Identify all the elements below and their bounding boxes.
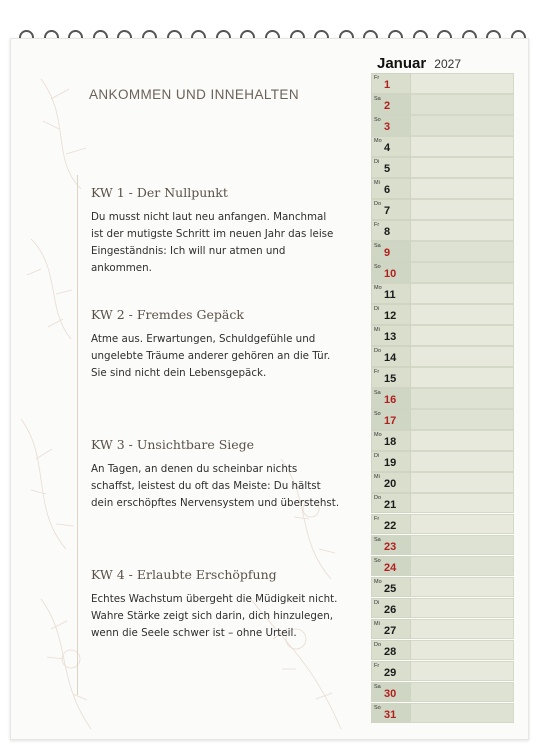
day-number: 6: [384, 183, 391, 196]
day-cell: [371, 430, 411, 451]
day-row: [371, 535, 514, 556]
note-field: [411, 136, 514, 157]
week-text: An Tagen, an denen du scheinbar nichts schaffst, leistest du oft das Meiste: Du hältst dein erschöpftes Nervensystem und überstehst.: [91, 463, 340, 509]
day-row: [371, 493, 514, 514]
day-row: [371, 472, 514, 493]
day-number: 9: [384, 246, 391, 259]
day-row: [371, 115, 514, 136]
day-row: [371, 346, 514, 367]
weekday-abbr: Sa: [374, 95, 381, 102]
day-cell: [371, 388, 411, 409]
calendar-page: [10, 38, 529, 740]
day-number: 23: [384, 540, 397, 553]
day-list: [371, 73, 514, 723]
weekday-abbr: Fr: [374, 221, 380, 228]
day-number: 19: [384, 456, 397, 469]
day-row: [371, 73, 514, 94]
day-row: [371, 94, 514, 115]
day-row: [371, 241, 514, 262]
day-cell: [371, 94, 411, 115]
weekday-abbr: Do: [374, 347, 382, 354]
note-field: [411, 556, 514, 577]
weekday-abbr: Do: [374, 641, 382, 648]
day-number: 21: [384, 498, 397, 511]
day-number: 2: [384, 99, 391, 112]
weekday-abbr: Sa: [374, 683, 381, 690]
note-field: [411, 682, 514, 703]
week-title: KW 4 - Erlaubte Erschöpfung: [91, 567, 277, 582]
note-field: [411, 115, 514, 136]
weekday-abbr: Di: [374, 452, 380, 459]
week-text: Du musst nicht laut neu anfangen. Manchmal ist der mutigste Schritt im neuen Jahr das leise Eingeständnis: Ich will nur atmen und ankommen.: [91, 211, 334, 274]
day-row: [371, 283, 514, 304]
day-row: [371, 262, 514, 283]
weekday-abbr: Sa: [374, 389, 381, 396]
day-row: [371, 157, 514, 178]
day-cell: [371, 325, 411, 346]
note-field: [411, 577, 514, 598]
day-row: [371, 199, 514, 220]
note-field: [411, 514, 514, 535]
day-row: [371, 703, 514, 724]
weekday-abbr: Fr: [374, 368, 380, 375]
day-number: 26: [384, 603, 397, 616]
day-number: 20: [384, 477, 397, 490]
vertical-divider: [77, 175, 78, 695]
day-cell: [371, 535, 411, 556]
weekday-abbr: Mo: [374, 578, 382, 585]
day-number: 18: [384, 435, 397, 448]
week-entry: [91, 307, 341, 382]
day-number: 7: [384, 204, 391, 217]
day-number: 11: [384, 288, 396, 301]
note-field: [411, 262, 514, 283]
day-row: [371, 598, 514, 619]
day-row: [371, 682, 514, 703]
day-row: [371, 430, 514, 451]
weekday-abbr: Mo: [374, 137, 382, 144]
note-field: [411, 220, 514, 241]
weekday-abbr: Mi: [374, 326, 380, 333]
weekday-abbr: Fr: [374, 662, 380, 669]
page-heading: ANKOMMEN UND INNEHALTEN: [89, 87, 299, 102]
day-cell: [371, 619, 411, 640]
note-field: [411, 451, 514, 472]
day-number: 8: [384, 225, 391, 238]
day-number: 25: [384, 582, 397, 595]
day-number: 17: [384, 414, 397, 427]
note-field: [411, 640, 514, 661]
day-row: [371, 640, 514, 661]
week-entry: [91, 185, 341, 277]
day-number: 12: [384, 309, 397, 322]
week-title: KW 1 - Der Nullpunkt: [91, 185, 228, 200]
note-field: [411, 388, 514, 409]
month-name: Januar: [377, 55, 427, 72]
day-cell: [371, 556, 411, 577]
note-field: [411, 94, 514, 115]
day-cell: [371, 472, 411, 493]
day-number: 3: [384, 120, 391, 133]
day-row: [371, 556, 514, 577]
weekday-abbr: So: [374, 704, 381, 711]
day-number: 22: [384, 519, 397, 532]
day-cell: [371, 451, 411, 472]
note-field: [411, 346, 514, 367]
week-text: Echtes Wachstum übergeht die Müdigkeit nicht. Wahre Stärke zeigt sich darin, dich hinzulegen, wenn die Seele schwer ist – ohne Urteil.: [91, 593, 338, 639]
day-cell: [371, 661, 411, 682]
day-cell: [371, 304, 411, 325]
weekday-abbr: So: [374, 410, 381, 417]
weekday-abbr: So: [374, 116, 381, 123]
day-row: [371, 304, 514, 325]
note-field: [411, 661, 514, 682]
day-cell: [371, 640, 411, 661]
day-row: [371, 451, 514, 472]
weekday-abbr: Do: [374, 200, 382, 207]
day-number: 31: [384, 708, 397, 721]
weekday-abbr: Sa: [374, 536, 381, 543]
note-field: [411, 619, 514, 640]
weekday-abbr: Di: [374, 599, 380, 606]
note-field: [411, 178, 514, 199]
day-cell: [371, 703, 411, 724]
day-row: [371, 577, 514, 598]
note-field: [411, 493, 514, 514]
weekday-abbr: Fr: [374, 515, 380, 522]
day-number: 24: [384, 561, 397, 574]
note-field: [411, 325, 514, 346]
day-row: [371, 178, 514, 199]
day-row: [371, 325, 514, 346]
day-cell: [371, 220, 411, 241]
day-cell: [371, 136, 411, 157]
note-field: [411, 472, 514, 493]
day-row: [371, 619, 514, 640]
weekday-abbr: Fr: [374, 75, 380, 81]
weekday-abbr: Mo: [374, 431, 382, 438]
weekday-abbr: Mo: [374, 284, 382, 291]
day-cell: [371, 115, 411, 136]
year: 2027: [434, 57, 461, 71]
day-number: 13: [384, 330, 397, 343]
day-cell: [371, 367, 411, 388]
note-field: [411, 598, 514, 619]
weekday-abbr: Di: [374, 158, 380, 165]
day-row: [371, 388, 514, 409]
day-cell: [371, 199, 411, 220]
week-title: KW 2 - Fremdes Gepäck: [91, 307, 244, 322]
note-field: [411, 304, 514, 325]
day-cell: [371, 514, 411, 535]
day-cell: [371, 577, 411, 598]
day-cell: [371, 493, 411, 514]
month-calendar: [371, 53, 514, 724]
note-field: [411, 703, 514, 724]
day-number: 30: [384, 687, 397, 700]
day-cell: [371, 283, 411, 304]
day-row: [371, 409, 514, 430]
weekday-abbr: Mi: [374, 179, 380, 186]
week-entry: [91, 567, 341, 642]
note-field: [411, 157, 514, 178]
day-cell: [371, 241, 411, 262]
day-number: 1: [384, 79, 391, 91]
day-cell: [371, 409, 411, 430]
note-field: [411, 535, 514, 556]
day-number: 4: [384, 141, 391, 154]
note-field: [411, 430, 514, 451]
note-field: [411, 367, 514, 388]
weekday-abbr: Di: [374, 305, 380, 312]
day-number: 28: [384, 645, 397, 658]
note-field: [411, 409, 514, 430]
note-field: [411, 283, 514, 304]
day-cell: [371, 262, 411, 283]
day-cell: [371, 157, 411, 178]
day-cell: [371, 598, 411, 619]
day-number: 27: [384, 624, 397, 637]
day-row: [371, 136, 514, 157]
weekday-abbr: So: [374, 557, 381, 564]
weekday-abbr: So: [374, 263, 381, 270]
day-row: [371, 661, 514, 682]
day-row: [371, 220, 514, 241]
weekday-abbr: Sa: [374, 242, 381, 249]
day-number: 10: [384, 267, 397, 280]
day-number: 14: [384, 351, 397, 364]
day-number: 16: [384, 393, 397, 406]
weekday-abbr: Mi: [374, 473, 380, 480]
weekday-abbr: Mi: [374, 620, 380, 627]
day-cell: [371, 682, 411, 703]
note-field: [411, 199, 514, 220]
day-cell: [371, 73, 411, 94]
note-field: [411, 241, 514, 262]
day-row: [371, 367, 514, 388]
weekday-abbr: Do: [374, 494, 382, 501]
note-field: [411, 73, 514, 94]
day-number: 15: [384, 372, 397, 385]
week-text: Atme aus. Erwartungen, Schuldgefühle und ungelebte Träume anderer gehören an die Tür. Sie sind nicht dein Lebensgepäck.: [91, 333, 331, 379]
day-number: 29: [384, 666, 397, 679]
week-entry: [91, 437, 341, 512]
calendar-header: [371, 53, 514, 73]
day-cell: [371, 346, 411, 367]
day-number: 5: [384, 162, 391, 175]
day-cell: [371, 178, 411, 199]
week-title: KW 3 - Unsichtbare Siege: [91, 437, 255, 452]
day-row: [371, 514, 514, 535]
